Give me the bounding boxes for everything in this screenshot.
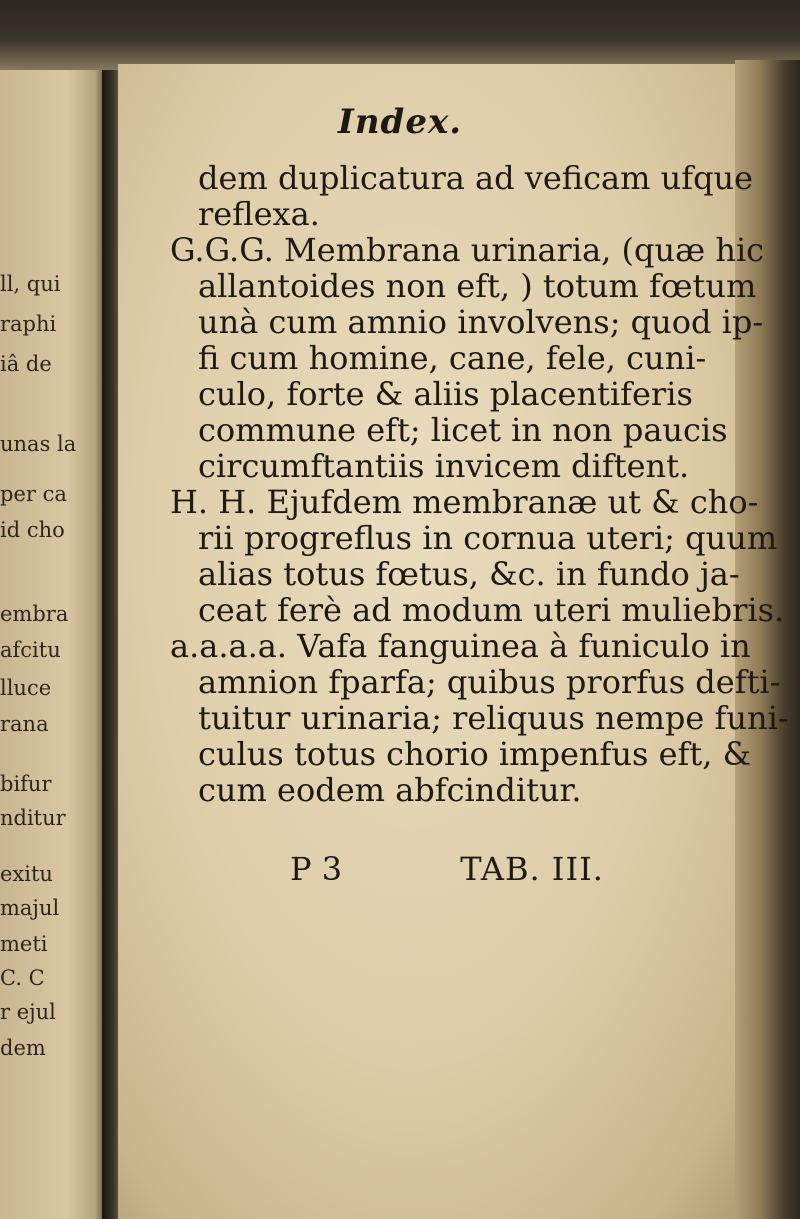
text-line: rii progreflus in cornua uteri; quum [198, 519, 778, 557]
text-line: circumftantiis invicem diftent. [198, 447, 690, 485]
entry-line: a.a.a.a. Vafa fanguinea à funiculo in [170, 627, 751, 665]
left-fragment: per ca [0, 482, 67, 506]
left-fragment: lluce [0, 676, 52, 700]
left-fragment: embra [0, 602, 69, 626]
entry-line: H. H. Ejufdem membranæ ut & cho- [170, 483, 759, 521]
left-fragment: nditur [0, 806, 66, 830]
left-fragment: unas la [0, 432, 77, 456]
text-line: amnion fparfa; quibus prorfus defti- [198, 663, 781, 701]
left-fragment: majul [0, 896, 60, 920]
left-fragment: r ejul [0, 1000, 56, 1024]
text-line: culo, forte & aliis placentiferis [198, 375, 693, 413]
left-fragment: rana [0, 712, 49, 736]
entry-line: G.G.G. Membrana urinaria, (quæ hic [170, 231, 765, 269]
text-line: reflexa. [198, 195, 320, 233]
left-fragment: ll, qui [0, 272, 61, 296]
text-line: commune eft; licet in non paucis [198, 411, 728, 449]
text-line: culus totus chorio impenfus eft, & [198, 735, 752, 773]
top-dark-edge [0, 0, 800, 72]
text-line: allantoides non eft, ) totum fœtum [198, 267, 757, 305]
text-line: fi cum homine, cane, fele, cuni- [198, 339, 707, 377]
left-fragment: C. C [0, 966, 45, 990]
left-fragment: afcitu [0, 638, 61, 662]
text-line: alias totus fœtus, &c. in fundo ja- [198, 555, 740, 593]
page-header: Index. [337, 102, 463, 142]
left-fragment: bifur [0, 772, 52, 796]
left-fragment: dem [0, 1036, 46, 1060]
page-footer [290, 850, 604, 888]
left-fragment: meti [0, 932, 48, 956]
text-line: tuitur urinaria; reliquus nempe funi- [198, 699, 789, 737]
text-line: unà cum amnio involvens; quod ip- [198, 303, 764, 341]
text-line: dem duplicatura ad veficam ufque [198, 159, 754, 197]
left-fragment: id cho [0, 518, 65, 542]
text-line: ceat ferè ad modum uteri muliebris. [198, 591, 785, 629]
left-fragment: exitu [0, 862, 53, 886]
signature-mark: P 3 [290, 850, 343, 888]
text-line: cum eodem abfcinditur. [198, 771, 582, 809]
previous-page-edge [0, 70, 112, 1219]
catchword: TAB. III. [460, 850, 604, 888]
left-fragment: iâ de [0, 352, 52, 376]
left-fragment: raphi [0, 312, 57, 336]
